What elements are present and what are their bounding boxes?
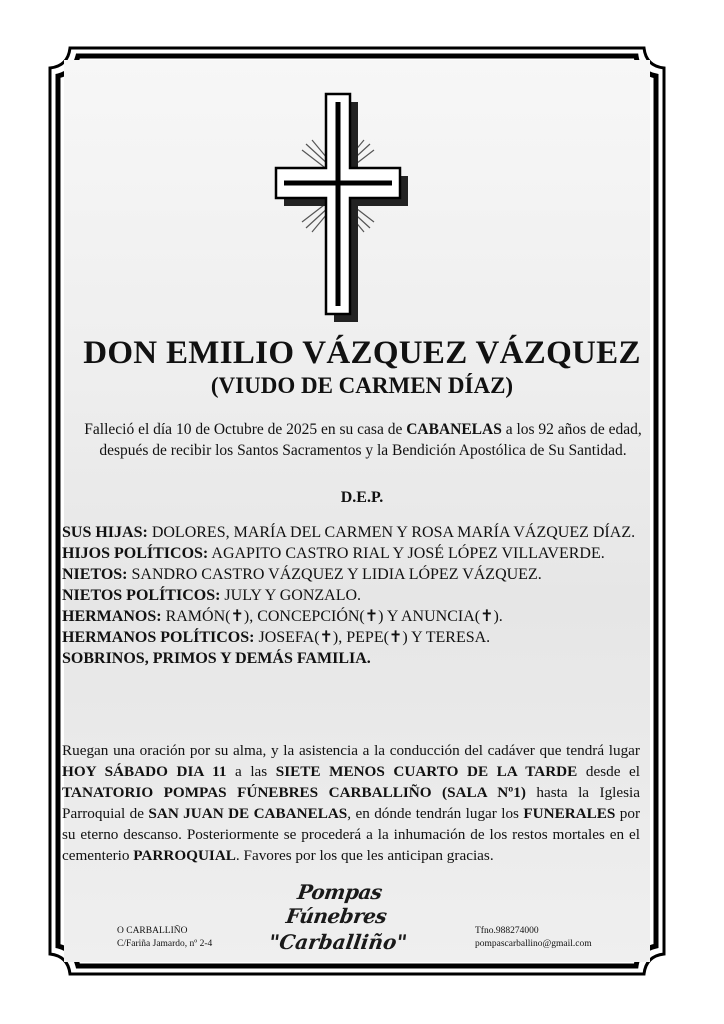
footer-address [117,925,212,951]
funeral-home-logo [268,880,408,954]
family-label: HERMANOS: [62,608,162,625]
cross-icon [268,82,408,322]
family-names: JULY Y GONZALO. [220,587,362,604]
dep-heading: D.E.P. [340,489,384,506]
funeral-service-details [62,740,640,866]
logo-line-1: Pompas Fúnebres [284,880,389,928]
family-names: RAMÓN(✝), CONCEPCIÓN(✝) Y ANUNCIA(✝). [161,608,503,625]
death-announcement [80,419,646,461]
service-church: SAN JUAN DE CABANELAS [148,805,348,822]
service-text: a las [226,763,276,780]
service-funerals: FUNERALES [523,805,616,822]
service-time: SIETE MENOS CUARTO DE LA TARDE [275,763,578,780]
family-row-others: SOBRINOS, PRIMOS Y DEMÁS FAMILIA. [62,650,371,667]
service-text: . Favores por los que les anticipan gracias. [235,847,494,864]
family-label: SUS HIJAS: [62,524,148,541]
family-row-siblings [62,606,640,627]
intro-text-1: Falleció el día 10 de Octubre de 2025 en su casa de [84,421,407,438]
family-label: HIJOS POLÍTICOS: [62,545,209,562]
family-row-grandchildren-in-law [62,585,640,606]
family-row-siblings-in-law [62,627,640,648]
footer-street: C/Fariña Jamardo, nº 2-4 [117,939,213,949]
service-text: hasta la Iglesia Parroquial de [62,784,640,822]
service-date: HOY SÁBADO DIA 11 [62,763,227,780]
deceased-name: DON EMILIO VÁZQUEZ VÁZQUEZ [83,335,641,371]
family-names: JOSEFA(✝), PEPE(✝) Y TERESA. [254,629,491,646]
family-names: AGAPITO CASTRO RIAL Y JOSÉ LÓPEZ VILLAVERDE. [208,545,605,562]
service-cemetery: PARROQUIAL [133,847,236,864]
deceased-subtitle: (VIUDO DE CARMEN DÍAZ) [210,373,514,398]
footer-phone: Tfno.988274000 [475,926,539,936]
family-label: HERMANOS POLÍTICOS: [62,629,255,646]
service-text: desde el [577,763,640,780]
footer-city: O CARBALLIÑO [117,926,188,936]
intro-text-2: a los 92 años de edad, después de recibir los Santos Sacramentos y la Bendición Apostólica de Su Santidad. [99,421,642,459]
family-label: NIETOS POLÍTICOS: [62,587,221,604]
service-text: por su eterno descanso. Posteriormente se procederá a la inhumación de los restos mortales en el cementerio [62,805,641,864]
footer-email: pompascarballino@gmail.com [475,939,592,949]
intro-place: CABANELAS [406,421,502,438]
family-row-grandchildren [62,564,640,585]
family-list [62,522,640,669]
service-text: , en dónde tendrán lugar los [347,805,524,822]
family-names: SANDRO CASTRO VÁZQUEZ Y LIDIA LÓPEZ VÁZQUEZ. [127,566,542,583]
service-origin: TANATORIO POMPAS FÚNEBRES CARBALLIÑO (SALA Nº1) [62,784,526,801]
family-row-sons-in-law [62,543,640,564]
footer-contact [475,925,592,951]
family-names: DOLORES, MARÍA DEL CARMEN Y ROSA MARÍA VÁZQUEZ DÍAZ. [147,524,636,541]
family-row-daughters [62,522,640,543]
family-label: NIETOS: [62,566,128,583]
logo-line-2: "Carballiño" [267,930,409,954]
service-text: Ruegan una oración por su alma, y la asistencia a la conducción del cadáver que tendrá lugar [62,742,640,759]
